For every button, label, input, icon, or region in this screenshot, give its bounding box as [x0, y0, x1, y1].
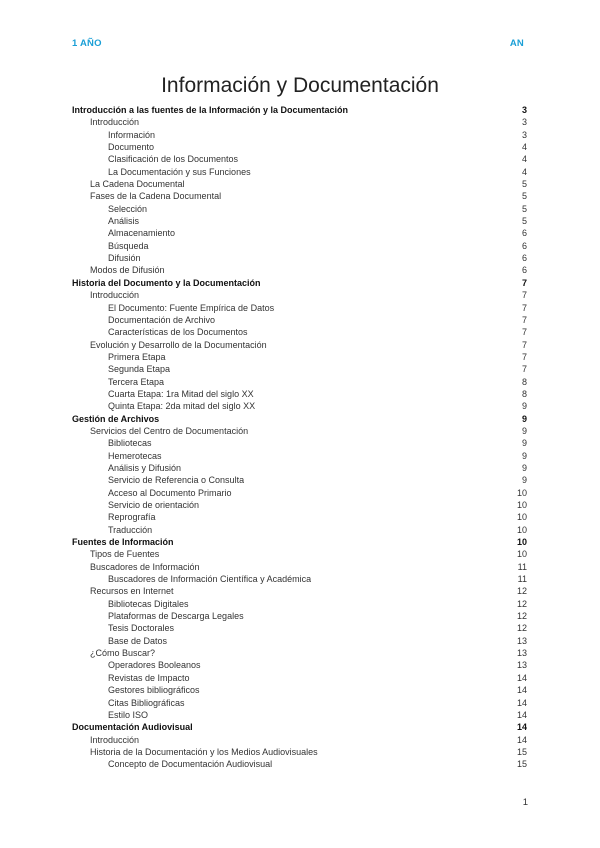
- toc-entry-page: 9: [521, 425, 527, 436]
- toc-entry[interactable]: [72, 289, 527, 301]
- toc-entry-label: Quinta Etapa: 2da mitad del siglo XX: [108, 401, 256, 412]
- toc-entry[interactable]: [72, 598, 527, 610]
- toc-entry[interactable]: [72, 116, 527, 128]
- toc-entry[interactable]: [72, 697, 527, 709]
- toc-entry[interactable]: [72, 474, 527, 486]
- toc-entry-label: Fases de la Cadena Documental: [90, 191, 222, 202]
- toc-entry[interactable]: [72, 437, 527, 449]
- toc-entry[interactable]: [72, 622, 527, 634]
- toc-entry-label: Citas Bibliográficas: [108, 697, 185, 708]
- page-title: Información y Documentación: [161, 74, 439, 97]
- toc-entry-label: Operadores Booleanos: [108, 660, 201, 671]
- toc-entry-label: Concepto de Documentación Audiovisual: [108, 759, 273, 770]
- toc-entry-label: Documentación de Archivo: [108, 314, 216, 325]
- toc-entry-page: 15: [516, 746, 527, 757]
- toc-entry-page: 13: [516, 660, 527, 671]
- toc-entry-page: 14: [516, 672, 527, 683]
- toc-entry[interactable]: [72, 190, 527, 202]
- toc-entry[interactable]: [72, 425, 527, 437]
- toc-entry-page: 4: [521, 166, 527, 177]
- toc-entry-page: 5: [521, 216, 527, 227]
- toc-entry-page: 10: [516, 487, 527, 498]
- toc-entry-label: Historia de la Documentación y los Medios Audiovisuales: [90, 746, 318, 757]
- toc-entry-label: Tesis Doctorales: [108, 623, 175, 634]
- toc-entry-page: 8: [521, 376, 527, 387]
- toc-entry-page: 9: [521, 401, 527, 412]
- toc-entry-label: Servicio de Referencia o Consulta: [108, 475, 245, 486]
- toc-entry-page: 7: [521, 351, 527, 362]
- toc-entry[interactable]: [72, 363, 527, 375]
- toc-entry[interactable]: [72, 413, 527, 425]
- toc-entry-label: Acceso al Documento Primario: [108, 487, 232, 498]
- toc-entry-page: 14: [516, 722, 527, 733]
- toc-entry[interactable]: [72, 302, 527, 314]
- toc-entry-label: Hemerotecas: [108, 450, 162, 461]
- toc-entry-label: Estilo ISO: [108, 709, 149, 720]
- toc-entry[interactable]: [72, 672, 527, 684]
- toc-entry-page: 7: [521, 290, 527, 301]
- toc-entry[interactable]: [72, 734, 527, 746]
- toc-entry[interactable]: [72, 252, 527, 264]
- toc-entry-label: ¿Cómo Buscar?: [90, 648, 156, 659]
- toc-entry-label: Segunda Etapa: [108, 364, 171, 375]
- toc-entry-label: Gestión de Archivos: [72, 413, 160, 424]
- toc-entry-page: 6: [521, 228, 527, 239]
- toc-entry-page: 11: [517, 574, 527, 585]
- toc-entry-label: Selección: [108, 203, 148, 214]
- toc-entry-label: Servicios del Centro de Documentación: [90, 425, 249, 436]
- toc-entry-page: 14: [516, 685, 527, 696]
- toc-entry[interactable]: [72, 104, 527, 116]
- toc-entry-label: Fuentes de Información: [72, 537, 174, 548]
- toc-entry-page: 4: [521, 154, 527, 165]
- toc-entry[interactable]: [72, 166, 527, 178]
- toc-entry[interactable]: [72, 647, 527, 659]
- toc-entry-label: Buscadores de Información Científica y Académica: [108, 574, 312, 585]
- toc-entry[interactable]: [72, 215, 527, 227]
- toc-entry-page: 11: [517, 561, 527, 572]
- toc-entry-page: 9: [521, 450, 527, 461]
- toc-entry[interactable]: [72, 450, 527, 462]
- toc-entry-page: 10: [516, 549, 527, 560]
- toc-entry-page: 3: [521, 129, 527, 140]
- toc-entry[interactable]: [72, 548, 527, 560]
- toc-entry-page: 12: [516, 623, 527, 634]
- toc-entry[interactable]: [72, 277, 527, 289]
- toc-entry-label: Almacenamiento: [108, 228, 176, 239]
- toc-entry-label: Bibliotecas Digitales: [108, 598, 189, 609]
- toc-entry-page: 5: [521, 203, 527, 214]
- toc-entry[interactable]: [72, 709, 527, 721]
- toc-entry-page: 6: [521, 265, 527, 276]
- toc-entry-page: 15: [516, 759, 527, 770]
- toc-entry-label: Información: [108, 129, 156, 140]
- toc-entry-label: Introducción: [90, 117, 140, 128]
- toc-entry-page: 7: [521, 364, 527, 375]
- toc-entry-label: Bibliotecas: [108, 438, 152, 449]
- toc-entry-page: 3: [521, 117, 527, 128]
- toc-entry-label: Introducción: [90, 290, 140, 301]
- toc-entry-label: Servicio de orientación: [108, 500, 200, 510]
- toc-entry-page: 12: [516, 586, 527, 597]
- page-number: 1: [522, 797, 528, 808]
- toc-entry-page: 7: [521, 314, 527, 325]
- toc-entry-label: Difusión: [108, 253, 141, 264]
- toc-entry[interactable]: [72, 659, 527, 671]
- toc-entry-label: Primera Etapa: [108, 351, 166, 362]
- toc-entry-label: Reprografía: [108, 512, 156, 523]
- toc-entry-label: Características de los Documentos: [108, 327, 248, 338]
- toc-entry[interactable]: [72, 684, 527, 696]
- header-initials: AN: [509, 38, 524, 49]
- toc-entry[interactable]: [72, 610, 527, 622]
- toc-entry[interactable]: [72, 524, 527, 536]
- toc-entry-page: 10: [516, 524, 527, 535]
- toc-entry-label: Traducción: [108, 524, 153, 535]
- toc-entry[interactable]: [72, 339, 527, 351]
- toc-entry-label: Historia del Documento y la Documentación: [72, 277, 261, 288]
- toc-entry-label: Buscadores de Información: [90, 561, 200, 572]
- toc-entry[interactable]: [72, 314, 527, 326]
- toc-entry[interactable]: [72, 746, 527, 758]
- toc-entry-page: 13: [516, 635, 527, 646]
- toc-entry-page: 14: [516, 697, 527, 708]
- toc-entry-page: 6: [521, 253, 527, 264]
- toc-entry-label: Tipos de Fuentes: [90, 549, 160, 560]
- toc-entry[interactable]: [72, 351, 527, 363]
- toc-entry[interactable]: [72, 141, 527, 153]
- toc-entry-page: 9: [521, 462, 527, 473]
- toc-entry-page: 10: [516, 537, 527, 548]
- toc-entry[interactable]: [72, 153, 527, 165]
- toc-entry-page: 6: [521, 240, 527, 251]
- toc-entry[interactable]: [72, 264, 527, 276]
- toc-entry-label: Base de Datos: [108, 635, 168, 646]
- toc-entry-page: 14: [516, 734, 527, 745]
- toc-entry-page: 9: [521, 413, 527, 424]
- toc-entry[interactable]: [72, 376, 527, 388]
- toc-entry[interactable]: [72, 388, 527, 400]
- toc-entry[interactable]: [72, 561, 527, 573]
- toc-entry-label: Plataformas de Descarga Legales: [108, 611, 244, 622]
- toc-entry-page: 8: [521, 388, 527, 399]
- toc-entry[interactable]: [72, 511, 527, 523]
- toc-entry-page: 10: [516, 500, 527, 510]
- toc-entry-page: 13: [516, 648, 527, 659]
- toc-entry-label: Documento: [108, 142, 155, 153]
- toc-entry-page: 10: [516, 512, 527, 523]
- toc-entry[interactable]: [72, 499, 527, 511]
- toc-entry-label: Análisis: [108, 216, 140, 227]
- toc-entry[interactable]: [72, 240, 527, 252]
- toc-entry-label: Revistas de Impacto: [108, 672, 190, 683]
- toc-entry-label: Documentación Audiovisual: [72, 722, 193, 733]
- toc-entry[interactable]: [72, 635, 527, 647]
- toc-entry[interactable]: [72, 573, 527, 585]
- toc-entry-label: Gestores bibliográficos: [108, 685, 200, 696]
- toc-entry[interactable]: [72, 462, 527, 474]
- toc-entry-page: 7: [521, 302, 527, 313]
- toc-entry-label: La Cadena Documental: [90, 179, 185, 190]
- toc-entry-label: Búsqueda: [108, 240, 149, 251]
- toc-entry-page: 7: [521, 327, 527, 338]
- toc-entry-label: El Documento: Fuente Empírica de Datos: [108, 302, 275, 313]
- toc-entry[interactable]: [72, 227, 527, 239]
- toc-entry[interactable]: [72, 129, 527, 141]
- toc-entry[interactable]: [72, 400, 527, 412]
- toc-entry-page: 5: [521, 179, 527, 190]
- header-course-year: 1 AÑO: [72, 38, 102, 49]
- toc-entry-page: 12: [516, 598, 527, 609]
- toc-entry-label: Análisis y Difusión: [108, 462, 182, 473]
- toc-entry-page: 14: [516, 709, 527, 720]
- toc-entry-page: 4: [521, 142, 527, 153]
- toc-entry-page: 7: [521, 339, 527, 350]
- toc-entry-label: Tercera Etapa: [108, 376, 165, 387]
- toc-entry-page: 3: [521, 105, 527, 115]
- toc-entry-label: Cuarta Etapa: 1ra Mitad del siglo XX: [108, 388, 254, 399]
- toc-entry-label: La Documentación y sus Funciones: [108, 166, 251, 177]
- toc-entry[interactable]: [72, 585, 527, 597]
- toc-entry[interactable]: [72, 758, 527, 770]
- toc-entry-page: 9: [521, 475, 527, 486]
- toc-entry[interactable]: [72, 203, 527, 215]
- toc-entry[interactable]: [72, 721, 527, 733]
- toc-entry[interactable]: [72, 487, 527, 499]
- toc-entry-label: Modos de Difusión: [90, 265, 165, 276]
- toc-entry[interactable]: [72, 536, 527, 548]
- table-of-contents: [72, 104, 527, 771]
- toc-entry-label: Clasificación de los Documentos: [108, 154, 239, 165]
- toc-entry-label: Recursos en Internet: [90, 586, 174, 597]
- toc-entry-label: Introducción: [90, 734, 140, 745]
- toc-entry[interactable]: [72, 178, 527, 190]
- toc-entry[interactable]: [72, 326, 527, 338]
- toc-entry-page: 9: [521, 438, 527, 449]
- toc-entry-page: 12: [516, 611, 527, 622]
- toc-entry-label: Evolución y Desarrollo de la Documentación: [90, 339, 267, 350]
- toc-entry-label: Introducción a las fuentes de la Información y la Documentación: [72, 105, 349, 115]
- toc-entry-page: 5: [521, 191, 527, 202]
- toc-entry-page: 7: [521, 277, 527, 288]
